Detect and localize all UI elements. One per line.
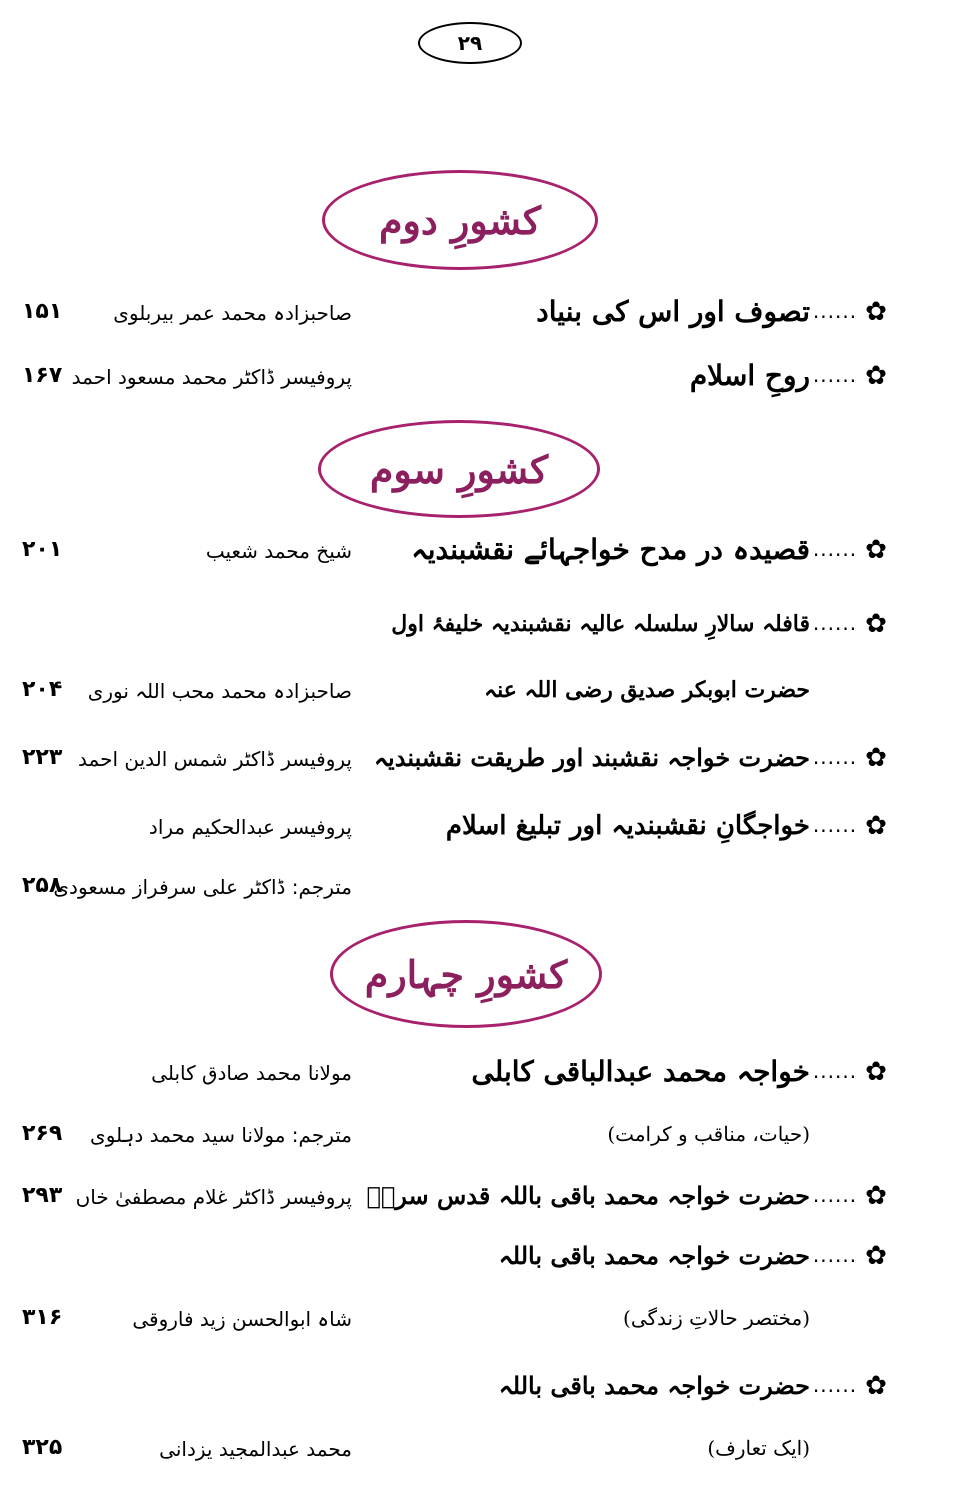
section-heading-oval	[318, 420, 600, 518]
entry-title: قافلہ سالارِ سلسلہ عالیہ نقشبندیہ خلیفۂ اول	[391, 611, 810, 637]
toc-entry	[0, 604, 960, 644]
leader-dots: ......	[812, 537, 858, 561]
leader-dots: ......	[812, 363, 858, 387]
entry-page: ۱۶۷	[22, 363, 63, 388]
entry-title: حضرت ابوبکر صدیق رضی اللہ عنہ	[484, 677, 810, 703]
entry-author: مترجم: مولانا سید محمد دہلوی	[90, 1123, 352, 1147]
flower-icon: ✿	[865, 1057, 887, 1087]
section-heading: کشورِ دوم	[379, 197, 542, 243]
flower-icon: ✿	[865, 1181, 887, 1211]
toc-entry	[0, 670, 960, 710]
toc-entry	[0, 1052, 960, 1092]
entry-title: تصوف اور اس کی بنیاد	[536, 295, 810, 328]
entry-title: خواجہ محمد عبدالباقی کابلی	[471, 1055, 810, 1088]
toc-entry	[0, 356, 960, 396]
entry-author: مولانا محمد صادق کابلی	[151, 1061, 352, 1085]
entry-page: ۲۰۴	[22, 677, 63, 702]
entry-title: خواجگانِ نقشبندیہ اور تبلیغ اسلام	[445, 811, 810, 841]
entry-author: شاہ ابوالحسن زید فاروقی	[132, 1307, 352, 1331]
leader-dots: ......	[812, 299, 858, 323]
entry-author: پروفیسر ڈاکٹر شمس الدین احمد	[78, 747, 352, 771]
entry-author: محمد عبدالمجید یزدانی	[159, 1437, 352, 1461]
entry-page: ۲۰۱	[22, 537, 63, 562]
entry-author: صاحبزادہ محمد محب اللہ نوری	[87, 679, 352, 703]
flower-icon: ✿	[865, 1371, 887, 1401]
entry-title: حضرت خواجہ محمد باقی باللہ	[498, 1371, 810, 1400]
entry-page: ۲۲۳	[22, 745, 63, 770]
toc-entry	[0, 806, 960, 846]
entry-author: شیخ محمد شعیب	[205, 539, 352, 563]
entry-author: صاحبزادہ محمد عمر بیربلوی	[113, 301, 352, 325]
toc-entry	[0, 292, 960, 332]
section-heading: کشورِ سوم	[369, 446, 549, 492]
entry-title: قصیدہ در مدح خواجہائے نقشبندیہ	[411, 533, 810, 566]
entry-page: ۲۶۹	[22, 1121, 63, 1146]
section-heading-oval	[330, 920, 602, 1028]
leader-dots: ......	[812, 1059, 858, 1083]
section-heading: کشورِ چہارم	[364, 951, 568, 997]
page-number-oval	[418, 22, 522, 64]
leader-dots: ......	[812, 1373, 858, 1397]
entry-page: ۳۲۵	[22, 1435, 63, 1460]
toc-entry	[0, 1236, 960, 1276]
entry-title: (حیات، مناقب و کرامت)	[607, 1122, 810, 1146]
leader-dots: ......	[812, 745, 858, 769]
flower-icon: ✿	[865, 743, 887, 773]
page-number: ۲۹	[457, 31, 483, 55]
entry-page: ۱۵۱	[22, 299, 63, 324]
entry-title: (مختصر حالاتِ زندگی)	[623, 1306, 810, 1330]
toc-entry	[0, 1114, 960, 1154]
entry-title: (ایک تعارف)	[707, 1436, 810, 1460]
entry-title: حضرت خواجہ محمد باقی باللہ	[498, 1241, 810, 1270]
entry-page: ۲۹۳	[22, 1183, 63, 1208]
leader-dots: ......	[812, 611, 858, 635]
leader-dots: ......	[812, 1243, 858, 1267]
toc-entry	[0, 1366, 960, 1406]
entry-page: ۳۱۶	[22, 1305, 63, 1330]
flower-icon: ✿	[865, 609, 887, 639]
entry-title: حضرت خواجہ نقشبند اور طریقت نقشبندیہ	[373, 743, 810, 772]
flower-icon: ✿	[865, 535, 887, 565]
entry-author: پروفیسر عبدالحکیم مراد	[148, 815, 352, 839]
entry-page: ۲۵۸	[22, 873, 63, 898]
flower-icon: ✿	[865, 361, 887, 391]
leader-dots: ......	[812, 813, 858, 837]
entry-title: روحِ اسلام	[689, 359, 810, 392]
toc-entry	[0, 1176, 960, 1216]
entry-title: حضرت خواجہ محمد باقی باللہ قدس سرہٗ	[366, 1181, 810, 1210]
entry-author: مترجم: ڈاکٹر علی سرفراز مسعودی	[53, 875, 352, 899]
flower-icon: ✿	[865, 1241, 887, 1271]
toc-entry	[0, 1428, 960, 1468]
flower-icon: ✿	[865, 811, 887, 841]
flower-icon: ✿	[865, 297, 887, 327]
entry-author: پروفیسر ڈاکٹر محمد مسعود احمد	[71, 365, 352, 389]
toc-entry	[0, 1298, 960, 1338]
leader-dots: ......	[812, 1183, 858, 1207]
toc-entry	[0, 866, 960, 906]
section-heading-oval	[322, 170, 598, 270]
toc-entry	[0, 738, 960, 778]
toc-entry	[0, 530, 960, 570]
entry-author: پروفیسر ڈاکٹر غلام مصطفیٰ خاں	[75, 1185, 352, 1209]
